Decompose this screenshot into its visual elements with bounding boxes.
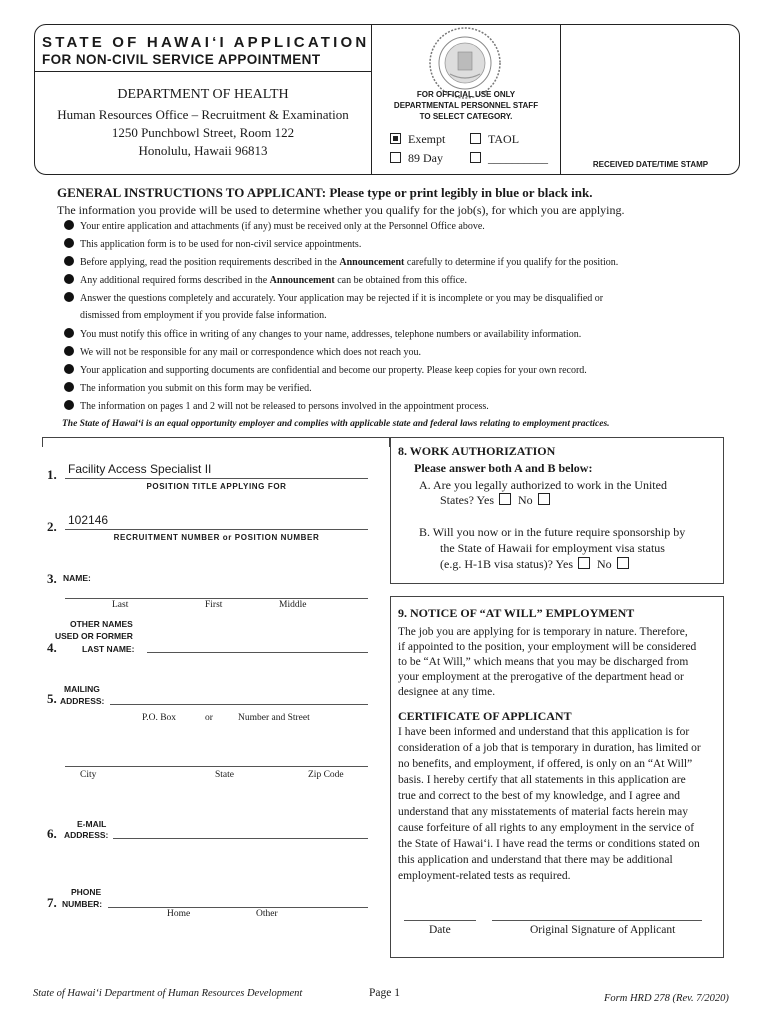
dept-city: Honolulu, Hawaii 96813 (138, 143, 268, 158)
cert-c10: employment-related tests as required. (398, 870, 571, 882)
address-zip-label: Zip Code (308, 770, 344, 780)
bullet-2: This application form is to be used for non-civil service appointments. (64, 238, 361, 250)
other-names-input-line[interactable] (147, 652, 368, 653)
left-column-left-rule (42, 437, 43, 447)
address-city-input-line[interactable] (65, 766, 368, 767)
instructions-heading: GENERAL INSTRUCTIONS TO APPLICANT: Please type or print legibly in blue or black ink. (57, 185, 593, 200)
cert-c2: consideration of a job that is temporary in duration, has limited or (398, 742, 701, 754)
other-option[interactable] (470, 151, 548, 166)
signature-label: Original Signature of Applicant (530, 924, 676, 936)
taol-option[interactable] (470, 132, 519, 147)
cert-c1: I have been informed and understand that this application is for (398, 726, 690, 738)
bullet-dot-icon (64, 256, 74, 266)
other-blank: __________ (488, 151, 548, 165)
authorized-yes-checkbox[interactable] (499, 493, 511, 505)
date-label: Date (429, 924, 451, 936)
cert-c6: understand that any misstatements of material facts herein may (398, 806, 688, 818)
cert-c4: basis. I hereby certify that all statements in this application are (398, 774, 686, 786)
at-will-l2: if appointed to the position, your employment will be considered (398, 641, 697, 653)
recruitment-number-input[interactable]: 102146 (68, 513, 109, 527)
address-state-label: State (215, 770, 234, 780)
authorized-no-checkbox[interactable] (538, 493, 550, 505)
bullet-dot-icon (64, 220, 74, 230)
bullet-4: Any additional required forms described in the Announcement can be obtained from this office. (64, 274, 467, 286)
bullet-6: You must notify this office in writing of any changes to your name, addresses, telephone numbers or availability information. (64, 328, 581, 340)
bullet-dot-icon (64, 328, 74, 338)
phone-label2: NUMBER: (62, 899, 103, 909)
bullet-3: Before applying, read the position requirements described in the Announcement carefully to determine if you qualify for the position. (64, 256, 618, 268)
name-last-label: Last (112, 600, 129, 610)
other-names-label2: USED OR FORMER (55, 631, 133, 641)
at-will-l5: designee at any time. (398, 686, 496, 698)
at-will-l3: to be “At Will,” which means that you may be discharged from (398, 656, 689, 668)
cert-c9: this application and understand that there may be additional (398, 854, 673, 866)
bullet-dot-icon (64, 238, 74, 248)
dept-name: DEPARTMENT OF HEALTH (117, 87, 289, 102)
phone-other-label: Other (256, 909, 278, 919)
field3-number: 3. (47, 571, 57, 586)
cert-title: CERTIFICATE OF APPLICANT (398, 709, 572, 723)
footer-agency: State of Hawai‘i Department of Human Resources Development (33, 988, 303, 999)
mailing-label2: ADDRESS: (60, 696, 105, 706)
office-use-line1: FOR OFFICIAL USE ONLY (416, 90, 516, 99)
header-divider-right (560, 24, 561, 175)
exempt-option[interactable] (390, 132, 445, 147)
address-street-input-line[interactable] (110, 704, 368, 705)
work-auth-b-line1: B. Will you now or in the future require sponsorship by (419, 525, 686, 539)
bullet-1: Your entire application and attachments (if any) must be received only at the Personnel Office above. (64, 220, 485, 232)
bullet-8: Your application and supporting documents are confidential and become our property. Please keep copies for your own record. (64, 364, 587, 376)
work-auth-b-line2: the State of Hawaii for employment visa status (440, 541, 665, 555)
name-label: NAME: (63, 573, 91, 583)
field4-number: 4. (47, 640, 57, 655)
field5-number: 5. (47, 691, 57, 706)
address-city-label: City (80, 770, 97, 780)
work-auth-sub: Please answer both A and B below: (414, 461, 593, 475)
cert-c3: no benefits, and employment, if offered, is only on an “At Will” (398, 758, 693, 770)
bullet-dot-icon (64, 364, 74, 374)
received-stamp-label: RECEIVED DATE/TIME STAMP (592, 160, 709, 169)
bullet-10: The information on pages 1 and 2 will not be released to persons involved in the appointment process. (64, 400, 489, 412)
position-title-line (65, 478, 368, 479)
exempt-label: Exempt (408, 132, 446, 146)
bullet-dot-icon (64, 346, 74, 356)
work-auth-a-line2: States? Yes No (440, 493, 550, 508)
bullet-dot-icon (64, 292, 74, 302)
signature-input-line[interactable] (492, 920, 702, 921)
name-input-line[interactable] (65, 598, 368, 599)
position-title-input[interactable]: Facility Access Specialist II (68, 462, 212, 476)
field1-number: 1. (47, 467, 57, 482)
address-po-label: P.O. Box (142, 713, 177, 723)
bullet-dot-icon (64, 274, 74, 284)
bullet-dot-icon (64, 400, 74, 410)
cert-c7: cause forfeiture of all rights to any employment in the service of (398, 822, 695, 834)
bullet-5: Answer the questions completely and accurately. Your application may be rejected if it is incomplete or you may be disqualified or (64, 292, 603, 304)
day89-checkbox[interactable] (390, 152, 401, 163)
address-street-label: Number and Street (238, 713, 310, 723)
name-first-label: First (205, 600, 223, 610)
work-auth-b-line3: (e.g. H-1B visa status)? Yes No (440, 557, 629, 572)
field7-number: 7. (47, 895, 57, 910)
phone-label1: PHONE (71, 887, 102, 897)
cert-c8: the State of Hawai‘i. I have read the terms or conditions stated on (398, 838, 700, 850)
footer-page: Page 1 (369, 987, 400, 999)
phone-home-label: Home (167, 909, 191, 919)
email-label2: ADDRESS: (64, 830, 109, 840)
day89-label: 89 Day (408, 151, 443, 165)
other-names-label3: LAST NAME: (82, 644, 135, 654)
phone-input-line[interactable] (108, 907, 368, 908)
address-or-label: or (205, 713, 213, 723)
bullet-5-cont: dismissed from employment if you provide false information. (80, 310, 327, 321)
dept-street: 1250 Punchbowl Street, Room 122 (111, 125, 295, 140)
form-title-line1: STATE OF HAWAI‘I APPLICATION (42, 34, 370, 51)
recruitment-number-line (65, 529, 368, 530)
title-rule (34, 71, 372, 72)
sponsorship-no-checkbox[interactable] (617, 557, 629, 569)
sponsorship-yes-checkbox[interactable] (578, 557, 590, 569)
dept-office: Human Resources Office – Recruitment & Examination (57, 107, 349, 122)
position-title-label: POSITION TITLE APPLYING FOR (146, 482, 287, 491)
taol-checkbox[interactable] (470, 133, 481, 144)
at-will-l1: The job you are applying for is temporary in nature. Therefore, (398, 626, 688, 638)
bullet-9: The information you submit on this form may be verified. (64, 382, 312, 394)
left-column-top-rule (42, 437, 389, 438)
instructions-intro: The information you provide will be used to determine whether you qualify for the job(s), for which you are applying. (57, 203, 625, 217)
email-input-line[interactable] (113, 838, 368, 839)
date-input-line[interactable] (404, 920, 476, 921)
name-middle-label: Middle (279, 600, 307, 610)
at-will-l4: your employment at the prerogative of the department head or (398, 671, 684, 683)
exempt-checkbox[interactable] (390, 133, 401, 144)
footer-form-number: Form HRD 278 (Rev. 7/2020) (604, 993, 729, 1004)
at-will-title: 9. NOTICE OF “AT WILL” EMPLOYMENT (398, 606, 635, 620)
cert-c5: true and correct to the best of my knowledge, and I agree and (398, 790, 680, 802)
taol-label: TAOL (488, 132, 520, 146)
office-use-line2: DEPARTMENTAL PERSONNEL STAFF (393, 101, 539, 110)
office-use-line3: TO SELECT CATEGORY. (419, 112, 513, 121)
work-auth-title: 8. WORK AUTHORIZATION (398, 444, 556, 458)
eeo-statement: The State of Hawai‘i is an equal opportunity employer and complies with applicable state and federal laws relating to employment practices. (62, 419, 610, 429)
bullet-7: We will not be responsible for any mail or correspondence which does not reach you. (64, 346, 421, 358)
field6-number: 6. (47, 826, 57, 841)
mailing-label1: MAILING (64, 684, 100, 694)
state-seal-icon (428, 26, 502, 100)
field2-number: 2. (47, 519, 57, 534)
other-checkbox[interactable] (470, 152, 481, 163)
other-names-label1: OTHER NAMES (70, 619, 133, 629)
day89-option[interactable] (390, 151, 443, 166)
recruitment-number-label: RECRUITMENT NUMBER or POSITION NUMBER (113, 533, 320, 542)
work-auth-a-line1: A. Are you legally authorized to work in the United (419, 478, 667, 492)
form-title-line2: FOR NON-CIVIL SERVICE APPOINTMENT (42, 52, 321, 67)
bullet-dot-icon (64, 382, 74, 392)
email-label1: E-MAIL (77, 819, 107, 829)
